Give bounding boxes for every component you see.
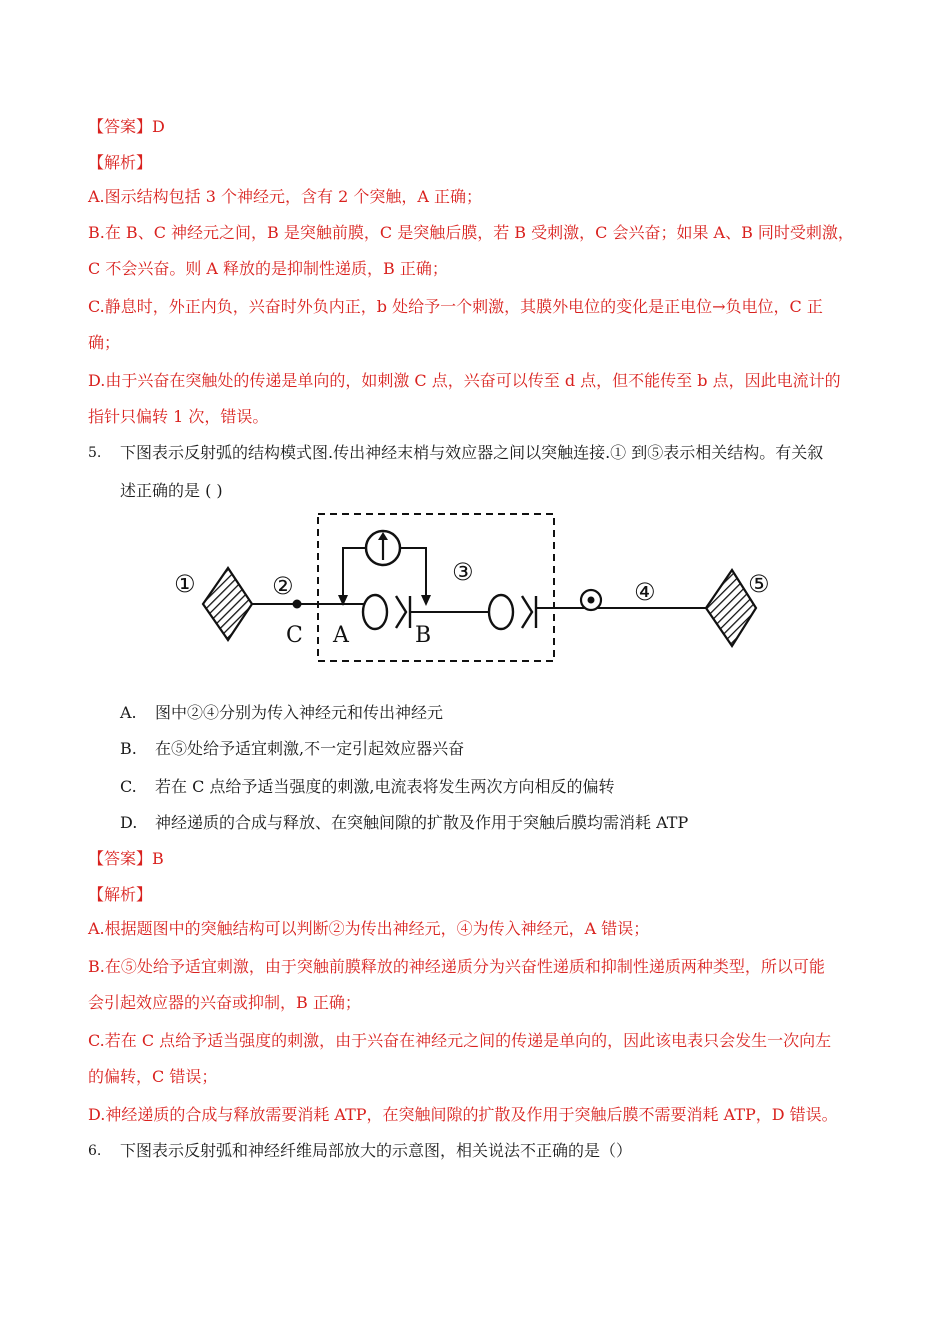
- q6-number: 6.: [88, 1143, 102, 1159]
- option-a-letter: A.: [120, 703, 137, 722]
- q4-analysis-line: C.静息时，外正内负，兴奋时外负内正，b 处给予一个刺激，其膜外电位的变化是正电位→负电位，C 正: [88, 297, 823, 316]
- q5-stem-line1: 下图表示反射弧的结构模式图.传出神经末梢与效应器之间以突触连接.① 到⑤表示相关结构。有关叙: [120, 443, 824, 462]
- q5-number: 5.: [88, 445, 102, 461]
- q5-analysis-line: 的偏转，C 错误；: [88, 1067, 218, 1086]
- option-b-text: 在⑤处给予适宜刺激,不一定引起效应器兴奋: [155, 739, 465, 758]
- label-3: ③: [452, 558, 474, 586]
- label-1: ①: [174, 570, 196, 598]
- label-2: ②: [272, 572, 294, 600]
- q4-analysis-line: 指针只偏转 1 次，错误。: [88, 407, 269, 426]
- structure-1-diamond: [203, 568, 252, 640]
- q5-answer: 【答案】B: [88, 849, 164, 868]
- point-c-dot: [293, 600, 302, 609]
- q4-analysis-line: C 不会兴奋。则 A 释放的是抑制性递质，B 正确；: [88, 259, 448, 278]
- q5-stem-line2: 述正确的是 ( ): [120, 481, 223, 500]
- q4-analysis-line: D.由于兴奋在突触处的传递是单向的，如刺激 C 点，兴奋可以传至 d 点，但不能传至 b 点，因此电流计的: [88, 371, 841, 390]
- label-C: C: [286, 623, 303, 648]
- label-B: B: [415, 623, 432, 648]
- synapse-terminal: [522, 596, 532, 628]
- synapse-terminal: [396, 596, 406, 628]
- synapse-region-box: [318, 514, 554, 661]
- q5-analysis-line: C.若在 C 点给予适当强度的刺激，由于兴奋在神经元之间的传递是单向的，因此该电表只会发生一次向左: [88, 1031, 832, 1050]
- option-d-text: 神经递质的合成与释放、在突触间隙的扩散及作用于突触后膜均需消耗 ATP: [155, 813, 689, 832]
- q4-analysis-title: 【解析】: [88, 153, 153, 172]
- neuron-cell-body: [363, 595, 387, 629]
- option-c-text: 若在 C 点给予适当强度的刺激,电流表将发生两次方向相反的偏转: [155, 777, 615, 796]
- option-b-letter: B.: [120, 739, 137, 758]
- option-c-letter: C.: [120, 777, 137, 796]
- q5-analysis-title: 【解析】: [88, 885, 153, 904]
- label-5: ⑤: [748, 570, 770, 598]
- q4-analysis-line: 确；: [88, 333, 121, 352]
- q5-analysis-line: B.在⑤处给予适宜刺激，由于突触前膜释放的神经递质分为兴奋性递质和抑制性递质两种类型，所以可能: [88, 957, 825, 976]
- label-A: A: [333, 623, 349, 648]
- q4-analysis-line: A.图示结构包括 3 个神经元，含有 2 个突触，A 正确；: [88, 187, 482, 206]
- q5-analysis-line: 会引起效应器的兴奋或抑制，B 正确；: [88, 993, 361, 1012]
- reflex-arc-diagram: [170, 508, 780, 666]
- label-4: ④: [634, 578, 656, 606]
- q5-analysis-line: D.神经递质的合成与释放需要消耗 ATP，在突触间隙的扩散及作用于突触后膜不需要消耗 ATP，D 错误。: [88, 1105, 838, 1124]
- option-a-text: 图中②④分别为传入神经元和传出神经元: [155, 703, 444, 722]
- q4-analysis-line: B.在 B、C 神经元之间，B 是突触前膜，C 是突触后膜，若 B 受刺激，C 会兴奋；如果 A、B 同时受刺激，: [88, 223, 854, 242]
- neuron-cell-body: [489, 595, 513, 629]
- q4-answer: 【答案】D: [88, 117, 165, 136]
- option-d-letter: D.: [120, 813, 138, 832]
- q6-stem: 下图表示反射弧和神经纤维局部放大的示意图，相关说法不正确的是（）: [120, 1141, 633, 1160]
- q5-analysis-line: A.根据题图中的突触结构可以判断②为传出神经元，④为传入神经元，A 错误；: [88, 919, 650, 938]
